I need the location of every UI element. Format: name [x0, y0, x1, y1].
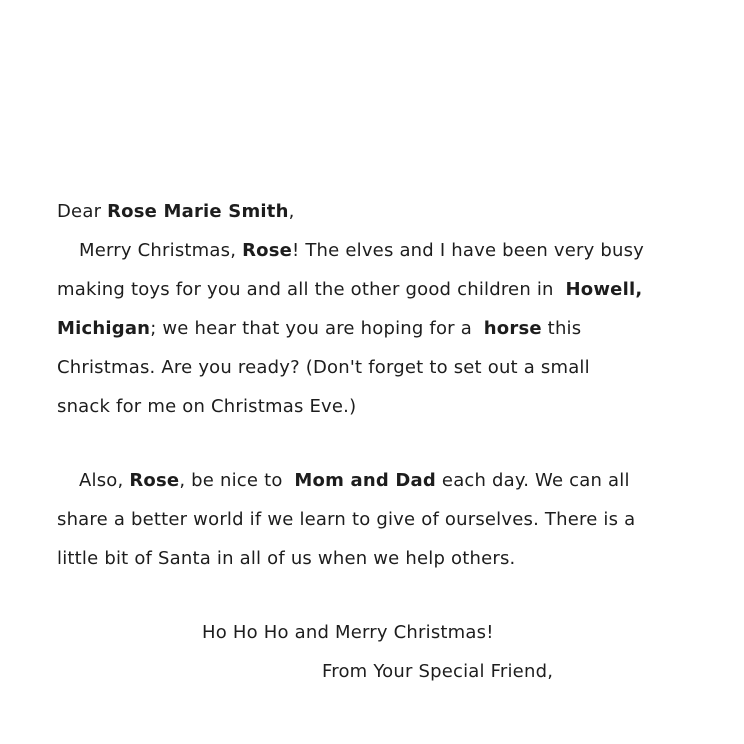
gift-name: horse [483, 318, 542, 339]
letter-line-body-3 [57, 309, 708, 348]
text-segment: snack for me on Christmas Eve.) [57, 396, 357, 417]
text-segment: this [541, 318, 582, 339]
recipient-first-name: Rose [242, 240, 293, 261]
text-segment: ; we hear that you are hoping for a [150, 318, 484, 339]
text-segment: Merry Christmas, [79, 240, 243, 261]
text-segment: Also, [79, 470, 130, 491]
text-segment: little bit of Santa in all of us when we help others. [57, 548, 516, 569]
text-segment: From Your Special Friend, [322, 661, 554, 682]
text-segment: , [288, 201, 295, 222]
letter-line-body-7 [57, 500, 708, 539]
santa-letter [57, 192, 708, 691]
recipient-first-name: Rose [129, 470, 180, 491]
recipient-name: Rose Marie Smith [107, 201, 289, 222]
text-segment: Christmas. Are you ready? (Don't forget to set out a small [57, 357, 590, 378]
text-segment: Dear [57, 201, 108, 222]
letter-line-body-5 [57, 387, 708, 426]
letter-line-salutation [57, 192, 708, 231]
text-segment: each day. We can all [436, 470, 630, 491]
letter-line-body-2 [57, 270, 708, 309]
city-name: Howell, [565, 279, 643, 300]
letter-line-closing [57, 613, 708, 652]
state-name: Michigan [57, 318, 151, 339]
text-segment: , be nice to [179, 470, 295, 491]
text-segment: making toys for you and all the other good children in [57, 279, 566, 300]
letter-line-body-4 [57, 348, 708, 387]
letter-line-body-1 [57, 231, 708, 270]
letter-line-signature [57, 652, 708, 691]
text-segment: ! The elves and I have been very busy [292, 240, 645, 261]
letter-line-body-6 [57, 461, 708, 500]
parents-name: Mom and Dad [294, 470, 436, 491]
text-segment: Ho Ho Ho and Merry Christmas! [202, 622, 494, 643]
text-segment: share a better world if we learn to give of ourselves. There is a [57, 509, 636, 530]
letter-line-body-8 [57, 539, 708, 578]
